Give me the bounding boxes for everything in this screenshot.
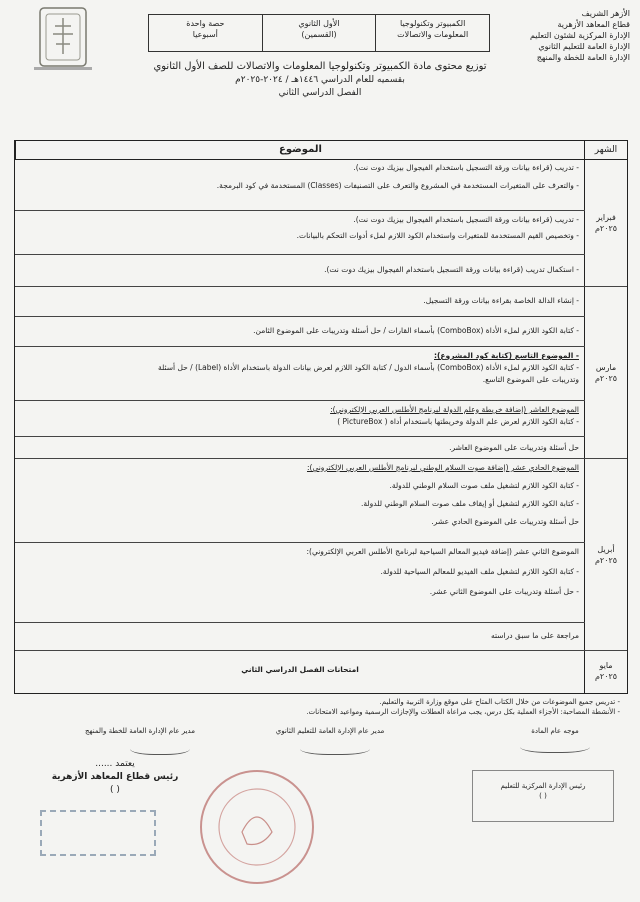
subject-info-boxes [148, 14, 490, 52]
title-block [100, 60, 540, 100]
round-seal-stamp [200, 770, 314, 884]
table-row: - تدريب (قراءة بيانات ورقة التسجيل باستخدام الفيجوال بيزيك دوت نت). - والتعرف على المتغيرات المستخدمة في المشروع والتعرف على التصنيفات (Classes) المستخدمة في كود البرمجة. [15, 159, 585, 211]
table-row: الموضوع الحادي عشر (إضافة صوت السلام الوطني لبرنامج الأطلس العربي الإلكتروني): - كتابة الكود اللازم لتشغيل ملف صوت السلام الوطني للدولة. - كتابة الكود اللازم لتشغيل أو إيقاف ملف صوت السلام الوطني للدولة. حل أسئلة وتدريبات على الموضوع الحادي عشر. [15, 459, 585, 543]
table-row: - الموضوع التاسع (كتابة كود المشروع): - كتابة الكود اللازم لملء الأداة (ComboBox) بأسماء الدول / كتابة الكود اللازم لعرض بيانات الدولة باستخدام الأداة (Label) / حل أسئلة وتدريبات على الموضوع التاسع. [15, 347, 585, 401]
footer-notes: - تدريس جميع الموضوعات من خلال الكتاب المتاح على موقع وزارة التربية والتعليم. - الأنشطة المصاحبة: الأجزاء العملية بكل درس، يجب مراعاة العطلات والإجازات الرسمية ومواعيد الامتحانات. [306, 698, 620, 716]
table-row: - تدريب (قراءة بيانات ورقة التسجيل باستخدام الفيجوال بيزيك دوت نت). - وتخصيص القيم المستخدمة للمتغيرات واستخدام الكود اللازم لملء أدوات التحكم بالبيانات. [15, 211, 585, 255]
rectangular-stamp [40, 810, 156, 856]
signature-scribble [130, 740, 190, 755]
doc-year: بقسميه للعام الدراسي ١٤٤٦هـ / ٢٠٢٤-٢٠٢٥م [235, 75, 405, 85]
month-mar: مارس ٢٠٢٥م [585, 287, 627, 459]
table-row: الموضوع الثاني عشر (إضافة فيديو المعالم السياحية لبرنامج الأطلس العربي الإلكتروني): - كتابة الكود اللازم لتشغيل ملف الفيديو للمعالم السياحية للدولة. - حل أسئلة وتدريبات على الموضوع الثاني عشر. [15, 543, 585, 623]
doc-term: الفصل الدراسي الثاني [278, 88, 362, 98]
signature-subject-supervisor: موجه عام المادة [531, 727, 579, 735]
month-apr: أبريل ٢٠٢٥م [585, 459, 627, 651]
org-line: قطاع المعاهد الأزهرية [557, 20, 630, 29]
signature-scribble [520, 738, 590, 753]
org-header [480, 8, 630, 63]
org-line: الإدارة المركزية لشئون التعليم [529, 31, 630, 40]
signature-scribble [300, 740, 370, 755]
table-row: - إنشاء الدالة الخاصة بقراءة بيانات ورقة التسجيل. [15, 287, 585, 317]
approval-block: يعتمد ...... رئيس قطاع المعاهد الأزهرية ( ) [51, 759, 179, 795]
curriculum-table [14, 140, 628, 694]
col-topic: الموضوع [15, 141, 585, 159]
org-line: الإدارة العامة للتعليم الثانوي [538, 42, 630, 51]
table-row: - استكمال تدريب (قراءة بيانات ورقة التسجيل باستخدام الفيجوال بيزيك دوت نت). [15, 255, 585, 287]
signature-plan-director: مدير عام الإدارة العامة للخطة والمنهج [85, 727, 195, 735]
table-row: الموضوع العاشر (إضافة خريطة وعلم الدولة لبرنامج الأطلس العربي الإلكتروني): - كتابة الكود اللازم لعرض علم الدولة وخريطتها باستخدام أداة ( PictureBox ) [15, 401, 585, 437]
azhar-logo [28, 4, 98, 74]
table-row: حل أسئلة وتدريبات على الموضوع العاشر. [15, 437, 585, 459]
col-month: الشهر [594, 145, 618, 155]
table-header [15, 141, 627, 160]
signature-secondary-director: مدير عام الإدارة العامة للتعليم الثانوي [275, 727, 385, 735]
grade-box: الأول الثانوي (القسمين) [262, 15, 376, 51]
table-row: امتحانات الفصل الدراسي الثاني [241, 665, 359, 674]
doc-title: توزيع محتوى مادة الكمبيوتر وتكنولوجيا المعلومات والاتصالات للصف الأول الثانوي [153, 61, 487, 72]
org-line: الإدارة العامة للخطة والمنهج [536, 53, 630, 62]
central-admin-box: رئيس الإدارة المركزية للتعليم ( ) [472, 770, 614, 822]
subject-box: الكمبيوتر وتكنولوجيا المعلومات والاتصالات [375, 15, 489, 51]
month-may: مايو ٢٠٢٥م [594, 661, 618, 681]
table-row: - كتابة الكود اللازم لملء الأداة (ComboBox) بأسماء القارات / حل أسئلة وتدريبات على الموضوع الثامن. [15, 317, 585, 347]
periods-box: حصة واحدة أسبوعيا [186, 19, 225, 39]
month-feb: فبراير ٢٠٢٥م [585, 159, 627, 287]
org-line: الأزهر الشريف [581, 9, 630, 18]
table-row: مراجعة على ما سبق دراسته [15, 623, 585, 651]
